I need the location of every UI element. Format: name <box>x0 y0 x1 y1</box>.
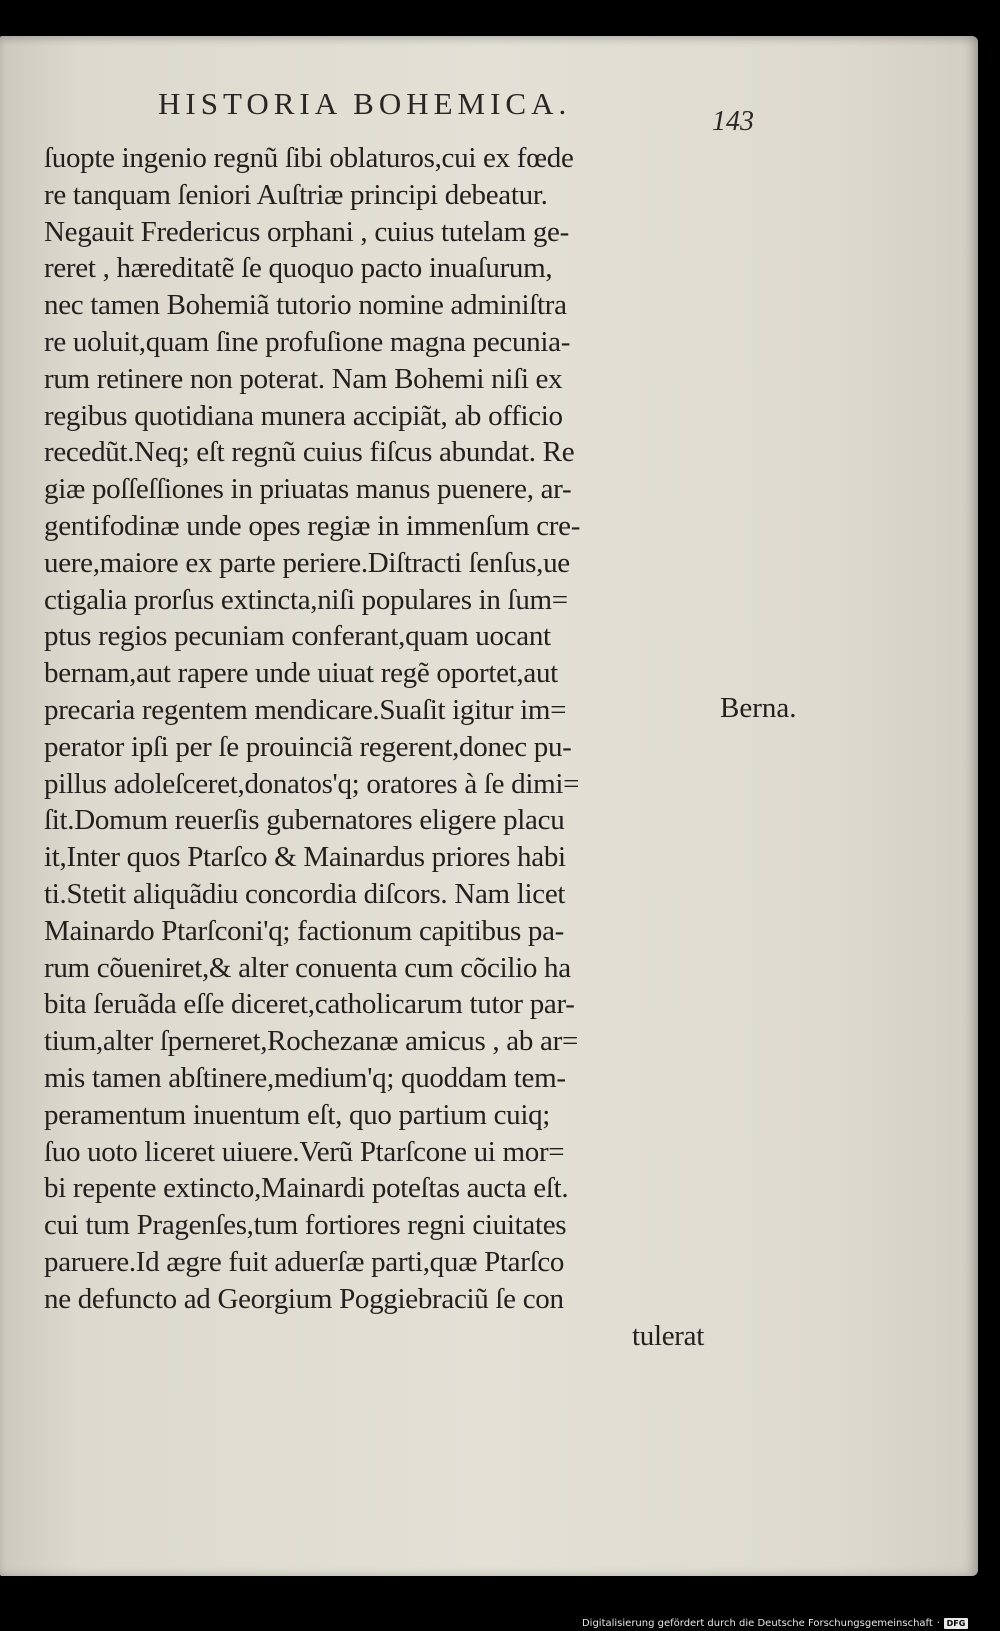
running-head: HISTORIA BOHEMICA. <box>158 86 572 121</box>
text-line: ſuopte ingenio regnũ ſibi oblaturos,cui ex fœde <box>44 142 574 174</box>
body-text <box>44 140 734 1354</box>
text-line: rum retinere non poterat. Nam Bohemi niſi ex <box>44 362 563 395</box>
text-line: bi repente extincto,Mainardi poteſtas aucta eſt. <box>44 1172 569 1205</box>
text-line: peramentum inuentum eſt, quo partium cuiq; <box>44 1098 551 1131</box>
text-line: re uoluit,quam ſine profuſione magna pecunia- <box>44 325 571 358</box>
text-line: bita ſeruãda eſſe diceret,catholicarum tutor par- <box>44 988 575 1021</box>
text-line: Mainardo Ptarſconi'q; factionum capitibus pa- <box>44 914 565 947</box>
text-line: regibus quotidiana munera accipiãt, ab officio <box>44 399 563 432</box>
marginal-note: Berna. <box>720 692 797 724</box>
text-line: re tanquam ſeniori Auſtriæ principi debeatur. <box>44 178 548 211</box>
dfg-logo-icon: DFG <box>944 1618 968 1629</box>
text-line: cui tum Pragenſes,tum fortiores regni ciuitates <box>44 1209 567 1242</box>
text-line: tium,alter ſperneret,Rochezanæ amicus , ab ar= <box>44 1025 579 1058</box>
text-line: precaria regentem mendicare.Suaſit igitur im= <box>44 693 567 726</box>
text-line: pillus adoleſceret,donatos'q; oratores à ſe dimi= <box>44 767 580 800</box>
text-line: rum cõueniret,& alter conuenta cum cõcilio ha <box>44 951 571 984</box>
text-line: bernam,aut rapere unde uiuat regẽ oportet,aut <box>44 657 558 690</box>
footer-credit-text: Digitalisierung gefördert durch die Deutsche Forschungsgemeinschaft <box>581 1618 933 1629</box>
text-line: ctigalia prorſus extincta,niſi populares in ſum= <box>44 583 568 616</box>
text-line: reret , hæreditatẽ ſe quoquo pacto inuaſurum, <box>44 252 553 285</box>
text-line: ſit.Domum reuerſis gubernatores eligere placu <box>44 804 565 837</box>
footer-dash: · <box>936 1618 940 1629</box>
book-page <box>0 36 978 1576</box>
text-line: it,Inter quos Ptarſco & Mainardus priores habi <box>44 841 566 874</box>
footer-credit <box>582 1618 968 1629</box>
text-line: recedũt.Neq; eſt regnũ cuius fiſcus abundat. Re <box>44 436 575 469</box>
text-line: nec tamen Bohemiã tutorio nomine adminiſtra <box>44 289 567 322</box>
text-line: ptus regios pecuniam conferant,quam uocant <box>44 620 551 653</box>
text-line: ti.Stetit aliquãdiu concordia diſcors. Nam licet <box>44 877 566 910</box>
text-line: giæ poſſeſſiones in priuatas manus puenere, ar- <box>44 473 572 506</box>
text-line: uere,maiore ex parte periere.Diſtracti ſenſus,ue <box>44 546 570 579</box>
page-number: 143 <box>712 106 754 137</box>
text-line: paruere.Id ægre fuit aduerſæ parti,quæ Ptarſco <box>44 1245 565 1278</box>
text-line: ne defuncto ad Georgium Poggiebraciũ ſe con <box>44 1282 564 1315</box>
text-line: ſuo uoto liceret uiuere.Verũ Ptarſcone ui mor= <box>44 1135 565 1168</box>
text-line: gentifodinæ unde opes regiæ in immenſum cre- <box>44 509 581 542</box>
text-line: mis tamen abſtinere,medium'q; quoddam tem- <box>44 1061 566 1094</box>
catchword: tulerat <box>632 1319 704 1352</box>
text-line: perator ipſi per ſe prouinciã regerent,donec pu- <box>44 730 572 763</box>
text-line: Negauit Fredericus orphani , cuius tutelam ge- <box>44 215 569 248</box>
